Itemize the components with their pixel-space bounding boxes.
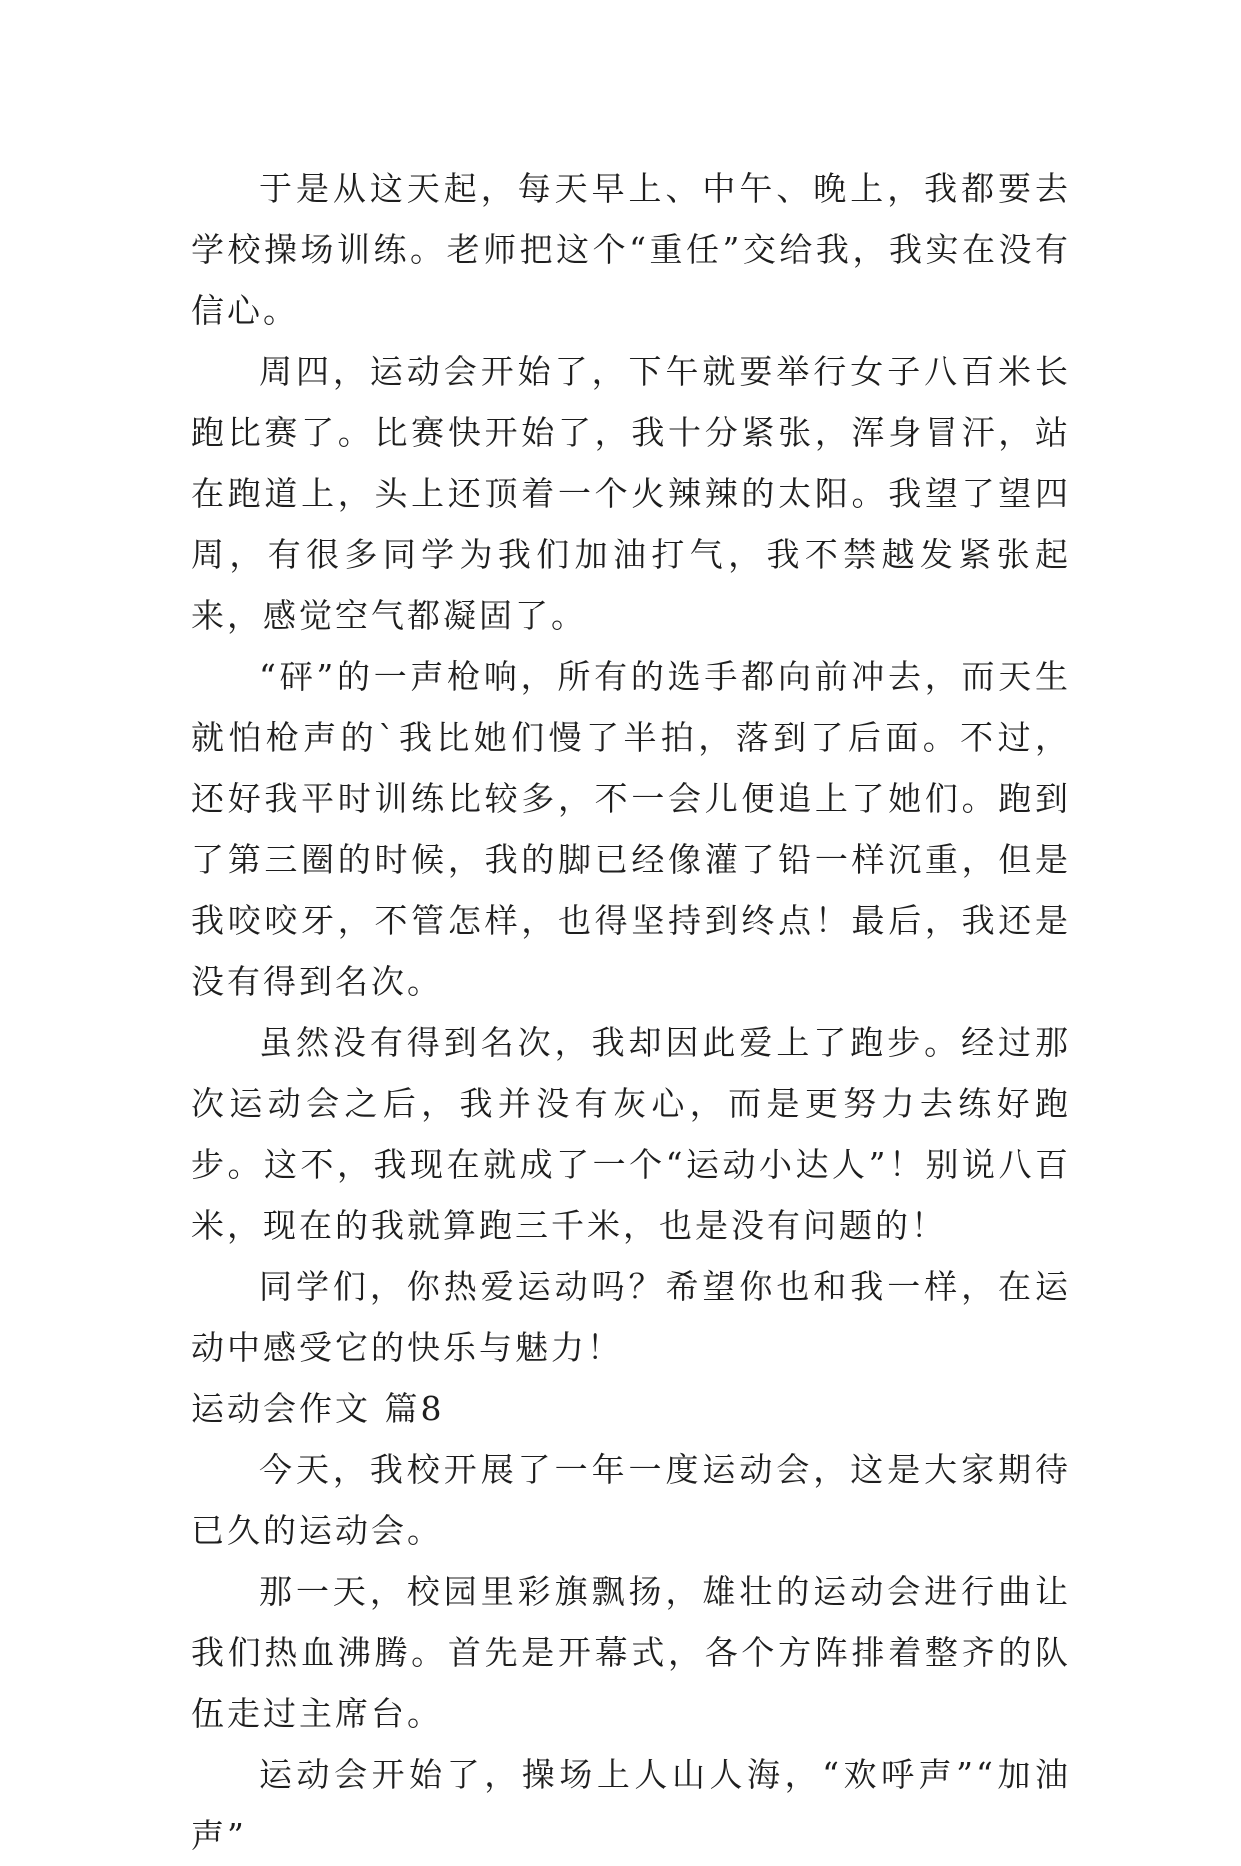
paragraph: “砰”的一声枪响，所有的选手都向前冲去，而天生就怕枪声的`我比她们慢了半拍，落到了后面。不过，还好我平时训练比较多，不一会儿便追上了她们。跑到了第三圈的时候，我的脚已经像灌了铅一样沉重，但是我咬咬牙，不管怎样，也得坚持到终点！最后，我还是没有得到名次。 [191,657,1071,1001]
paragraph: 今天，我校开展了一年一度运动会，这是大家期待已久的运动会。 [191,1450,1071,1550]
section-heading: 运动会作文 篇8 [191,1389,445,1428]
paragraph: 周四，运动会开始了，下午就要举行女子八百米长跑比赛了。比赛快开始了，我十分紧张，浑身冒汗，站在跑道上，头上还顶着一个火辣辣的太阳。我望了望四周，有很多同学为我们加油打气，我不禁越发紧张起来，感觉空气都凝固了。 [191,352,1071,635]
paragraph: 于是从这天起，每天早上、中午、晚上，我都要去学校操场训练。老师把这个“重任”交给我，我实在没有信心。 [191,169,1071,330]
paragraph: 同学们，你热爱运动吗？希望你也和我一样，在运动中感受它的快乐与魅力！ [191,1267,1071,1367]
paragraph: 那一天，校园里彩旗飘扬，雄壮的运动会进行曲让我们热血沸腾。首先是开幕式，各个方阵排着整齐的队伍走过主席台。 [191,1572,1071,1733]
paragraph: 虽然没有得到名次，我却因此爱上了跑步。经过那次运动会之后，我并没有灰心，而是更努力去练好跑步。这不，我现在就成了一个“运动小达人”！别说八百米，现在的我就算跑三千米，也是没有问题的！ [191,1023,1071,1245]
paragraph: 运动会开始了，操场上人山人海，“欢呼声”“加油声” [191,1755,1071,1855]
document-body [191,158,1071,1866]
